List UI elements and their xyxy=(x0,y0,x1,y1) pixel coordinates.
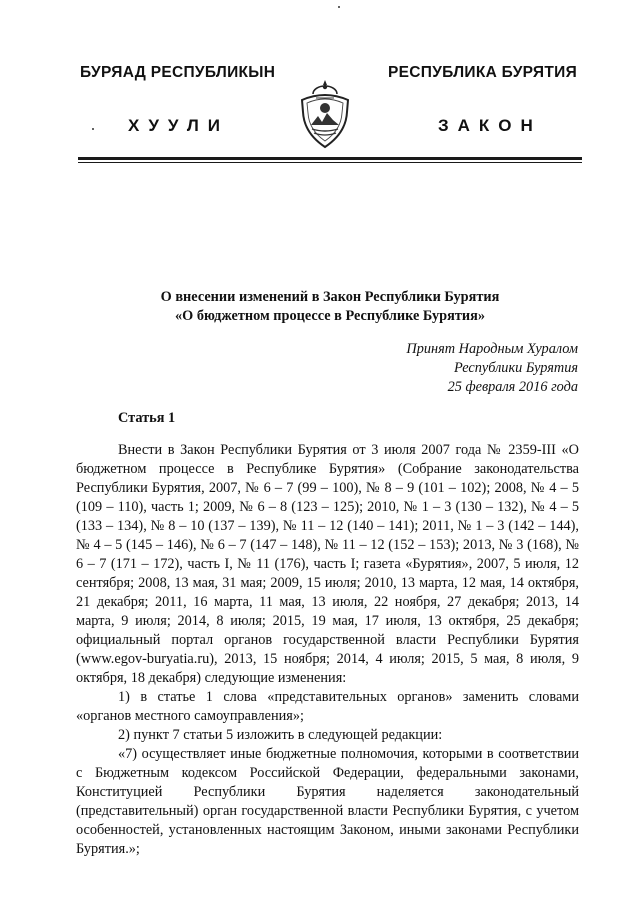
law-title xyxy=(80,288,580,326)
header-subtitle-russian: ЗАКОН xyxy=(438,116,542,135)
adoption-date: 25 февраля 2016 года xyxy=(447,379,578,395)
header-divider-thin xyxy=(78,162,582,163)
article-heading: Статья 1 xyxy=(118,410,176,426)
law-title-line-2: «О бюджетном процессе в Республике Бурятия» xyxy=(174,308,485,324)
article-body xyxy=(76,441,579,859)
law-title-line-1: О внесении изменений в Закон Республики Бурятия xyxy=(160,289,500,305)
article-paragraph: 1) в статье 1 слова «представительных органов» заменить словами «органов местного самоуправления»; xyxy=(76,689,579,724)
article-paragraph: «7) осуществляет иные бюджетные полномочия, которыми в соответствии с Бюджетным кодексом Российской Федерации, федеральными законами, Конституцией Республики Бурятия наделяется законодательный (представительный) орган государственной власти Республики Бурятия, с учетом особенностей, установленных настоящим Законом, иными законами Республики Бурятия.»; xyxy=(76,746,579,857)
header-title-buryat: БУРЯАД РЕСПУБЛИКЫН xyxy=(80,64,276,81)
coat-of-arms-icon xyxy=(296,78,354,150)
adoption-note xyxy=(406,340,578,397)
article-paragraph: 2) пункт 7 статьи 5 изложить в следующей редакции: xyxy=(118,727,443,743)
scan-speck xyxy=(92,128,94,130)
adoption-line-2: Республики Бурятия xyxy=(454,360,578,376)
adoption-line-1: Принят Народным Хуралом xyxy=(406,341,578,357)
header-divider-thick xyxy=(78,157,582,160)
header-subtitle-buryat: ХУУЛИ xyxy=(128,116,229,135)
scan-speck xyxy=(338,6,340,8)
article-paragraph: Внести в Закон Республики Бурятия от 3 июля 2007 года № 2359-III «О бюджетном процессе в Республике Бурятия» (Собрание законодательства Республики Бурятия, 2007, № 6 – 7 (99 – 100), № 8 – 9 (101 – 102); 2008, № 4 – 5 (109 – 110), часть 1; 2009, № 6 – 8 (123 – 125); 2010, № 1 – 3 (130 – 132), № 4 – 5 (133 – 134), № 8 – 10 (137 – 139), № 11 – 12 (140 – 141); 2011, № 1 – 3 (142 – 144), № 4 – 5 (145 – 146), № 6 – 7 (147 – 148), № 11 – 12 (152 – 153); 2013, № 3 (168), № 6 – 7 (171 – 172), часть I, № 11 (176), часть I; газета «Бурятия», 2007, 5 июля, 12 сентября; 2008, 13 мая, 31 мая; 2009, 15 июля; 2010, 13 марта, 12 мая, 14 октября, 21 декабря; 2011, 16 марта, 11 мая, 13 июля, 22 ноября, 27 декабря; 2013, 14 марта, 9 июля; 2014, 8 июля; 2015, 19 мая, 17 июля, 13 октября, 25 декабря; официальный портал органов государственной власти Республики Бурятия (www.egov-buryatia.ru), 2013, 15 ноября; 2014, 4 июля; 2015, 5 мая, 8 июля, 9 октября, 18 декабря) следующие изменения: xyxy=(76,442,579,686)
header-title-russian: РЕСПУБЛИКА БУРЯТИЯ xyxy=(388,64,578,81)
